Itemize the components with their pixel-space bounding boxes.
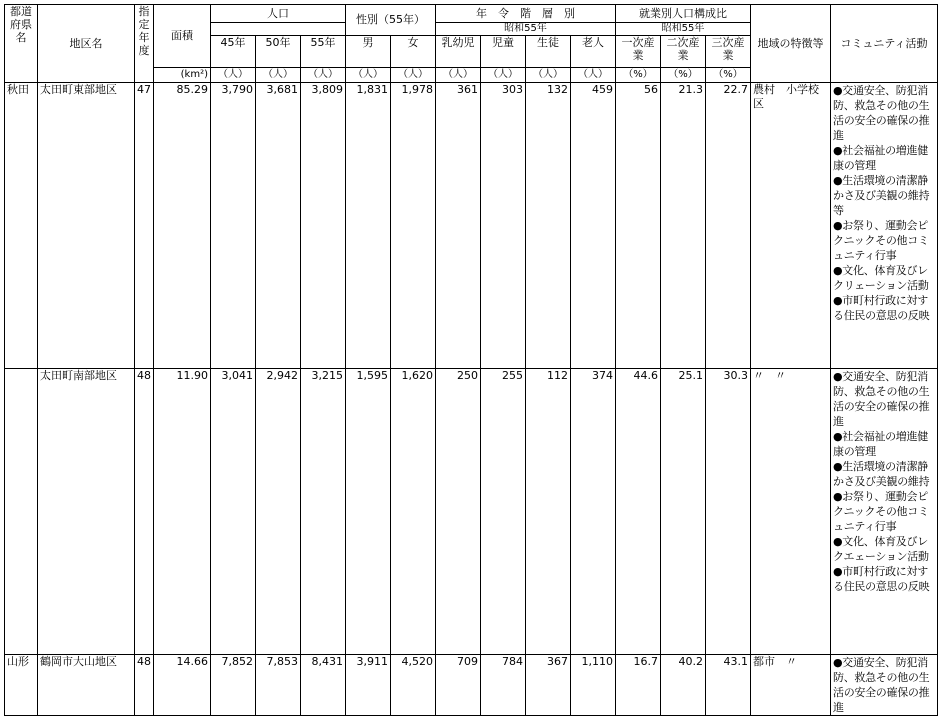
cell-student: 112	[526, 369, 571, 655]
unit-pop55: （人）	[301, 68, 346, 83]
cell-pref	[5, 369, 38, 655]
unit-primary: （%）	[616, 68, 661, 83]
cell-male: 1,595	[346, 369, 391, 655]
cell-feature: 〃 〃	[751, 369, 831, 655]
header-female: 女	[391, 36, 436, 68]
activity-item: ●お祭り、運動会ピクニックその他コミュニティ行事	[833, 490, 929, 533]
cell-tertiary: 43.1	[706, 655, 751, 716]
cell-infant: 361	[436, 83, 481, 369]
cell-activities	[831, 83, 938, 369]
activity-item: ●文化、体育及びレクエェーション活動	[833, 535, 929, 563]
unit-child: （人）	[481, 68, 526, 83]
cell-pref: 山形	[5, 655, 38, 716]
cell-district: 鶴岡市大山地区	[38, 655, 135, 716]
cell-area: 14.66	[154, 655, 211, 716]
cell-activities	[831, 655, 938, 716]
header-pop55: 55年	[301, 36, 346, 68]
cell-student: 132	[526, 83, 571, 369]
activity-item: ●社会福祉の増進健康の管理	[833, 430, 928, 458]
cell-secondary: 40.2	[661, 655, 706, 716]
cell-elderly: 1,110	[571, 655, 616, 716]
cell-area: 85.29	[154, 83, 211, 369]
header-pop45: 45年	[211, 36, 256, 68]
activity-item: ●お祭り、運動会ピクニックその他コミュニティ行事	[833, 219, 929, 262]
cell-infant: 709	[436, 655, 481, 716]
cell-primary: 44.6	[616, 369, 661, 655]
cell-activities	[831, 369, 938, 655]
cell-infant: 250	[436, 369, 481, 655]
header-student: 生徒	[526, 36, 571, 68]
activity-item: ●交通安全、防犯消防、救急その他の生活の安全の確保の推進	[833, 656, 930, 714]
cell-tertiary: 30.3	[706, 369, 751, 655]
cell-child: 255	[481, 369, 526, 655]
header-prefecture: 都道府県名	[5, 5, 38, 83]
header-infant: 乳幼児	[436, 36, 481, 68]
cell-year: 48	[135, 655, 154, 716]
community-district-table	[4, 4, 938, 716]
header-pop50: 50年	[256, 36, 301, 68]
cell-year: 48	[135, 369, 154, 655]
cell-area: 11.90	[154, 369, 211, 655]
header-tertiary: 三次産業	[706, 36, 751, 68]
activity-item: ●文化、体育及びレクリェーション活動	[833, 264, 929, 292]
cell-p50: 3,681	[256, 83, 301, 369]
unit-student: （人）	[526, 68, 571, 83]
cell-male: 1,831	[346, 83, 391, 369]
header-activities: コミュニティ活動	[831, 5, 938, 83]
activity-item: ●交通安全、防犯消防、救急その他の生活の安全の確保の推進	[833, 370, 930, 428]
cell-p50: 7,853	[256, 655, 301, 716]
cell-child: 303	[481, 83, 526, 369]
cell-feature: 農村 小学校区	[751, 83, 831, 369]
cell-female: 4,520	[391, 655, 436, 716]
activity-item: ●生活環境の清潔静かさ及び美観の維持等	[833, 174, 930, 217]
header-feature: 地域の特徴等	[751, 5, 831, 83]
header-secondary: 二次産業	[661, 36, 706, 68]
cell-tertiary: 22.7	[706, 83, 751, 369]
cell-district: 太田町東部地区	[38, 83, 135, 369]
header-district: 地区名	[38, 5, 135, 83]
cell-district: 太田町南部地区	[38, 369, 135, 655]
header-elderly: 老人	[571, 36, 616, 68]
unit-tertiary: （%）	[706, 68, 751, 83]
header-age-groups: 年 令 階 層 別	[436, 5, 616, 23]
table-row	[5, 655, 938, 716]
cell-primary: 16.7	[616, 655, 661, 716]
activity-item: ●社会福祉の増進健康の管理	[833, 144, 928, 172]
cell-student: 367	[526, 655, 571, 716]
unit-pop50: （人）	[256, 68, 301, 83]
table-row	[5, 83, 938, 369]
cell-p45: 7,852	[211, 655, 256, 716]
cell-elderly: 459	[571, 83, 616, 369]
cell-p50: 2,942	[256, 369, 301, 655]
header-designated-year: 指定年度	[135, 5, 154, 83]
header-employment-year: 昭和55年	[616, 23, 751, 36]
activity-item: ●交通安全、防犯消防、救急その他の生活の安全の確保の推進	[833, 84, 930, 142]
header-child: 児童	[481, 36, 526, 68]
cell-p55: 3,809	[301, 83, 346, 369]
cell-p45: 3,790	[211, 83, 256, 369]
activity-item: ●市町村行政に対する住民の意思の反映	[833, 294, 930, 322]
cell-primary: 56	[616, 83, 661, 369]
cell-p55: 3,215	[301, 369, 346, 655]
cell-secondary: 21.3	[661, 83, 706, 369]
unit-elderly: （人）	[571, 68, 616, 83]
table-row	[5, 369, 938, 655]
cell-year: 47	[135, 83, 154, 369]
header-male: 男	[346, 36, 391, 68]
unit-area: (km²)	[154, 68, 211, 83]
header-sex: 性別（55年）	[346, 5, 436, 36]
cell-secondary: 25.1	[661, 369, 706, 655]
activity-item: ●生活環境の清潔静かさ及び美観の維持	[833, 460, 930, 488]
header-age-year: 昭和55年	[436, 23, 616, 36]
cell-female: 1,978	[391, 83, 436, 369]
header-employment: 就業別人口構成比	[616, 5, 751, 23]
header-area: 面積	[154, 5, 211, 68]
cell-p45: 3,041	[211, 369, 256, 655]
header-primary: 一次産業	[616, 36, 661, 68]
unit-female: （人）	[391, 68, 436, 83]
cell-child: 784	[481, 655, 526, 716]
cell-elderly: 374	[571, 369, 616, 655]
cell-pref: 秋田	[5, 83, 38, 369]
cell-p55: 8,431	[301, 655, 346, 716]
unit-secondary: （%）	[661, 68, 706, 83]
unit-infant: （人）	[436, 68, 481, 83]
cell-male: 3,911	[346, 655, 391, 716]
unit-male: （人）	[346, 68, 391, 83]
activity-item: ●市町村行政に対する住民の意思の反映	[833, 565, 930, 593]
cell-female: 1,620	[391, 369, 436, 655]
header-population: 人口	[211, 5, 346, 23]
unit-pop45: （人）	[211, 68, 256, 83]
cell-feature: 都市 〃	[751, 655, 831, 716]
